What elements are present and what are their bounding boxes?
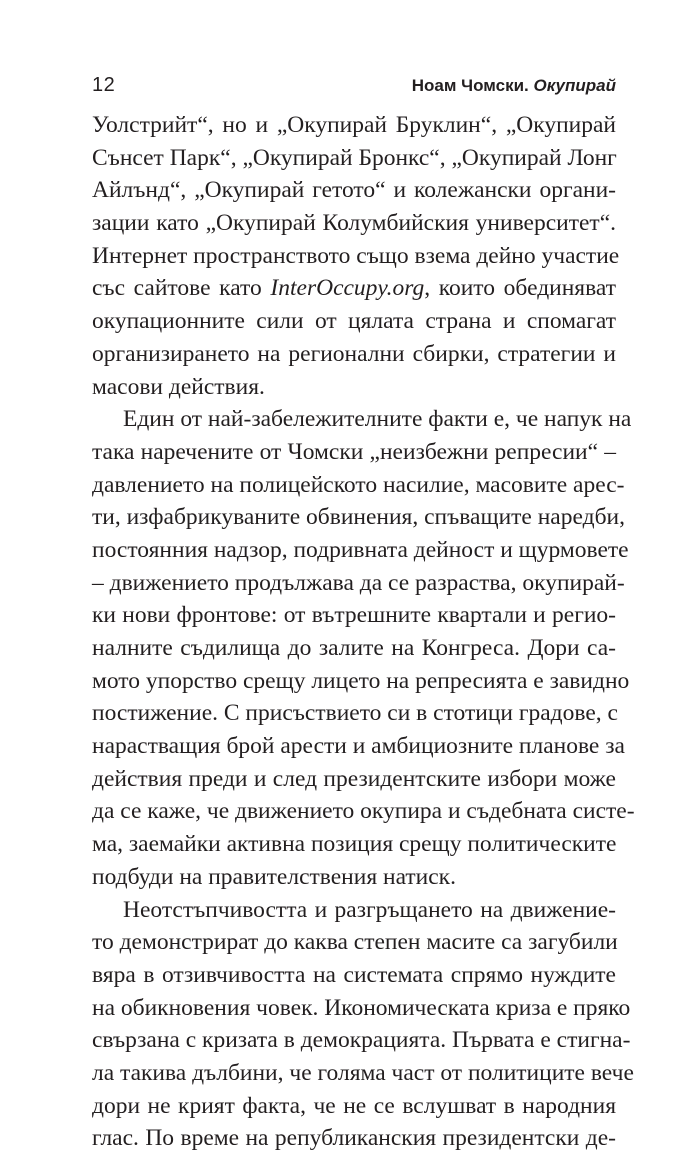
- text-line: налните съдилища до залите на Конгреса. Дори са-: [92, 635, 616, 661]
- text-line: със сайтове като InterOccupy.org, които обединяват: [92, 275, 616, 302]
- website-name: InterOccupy.org: [270, 275, 425, 302]
- text-line: мото упорство срещу лицето на репресията е завидно: [92, 667, 630, 694]
- text-line: окупационните сили от цялата страна и спомагат: [92, 308, 616, 335]
- text-line: Уолстрийт“, но и „Окупирай Бруклин“, „Окупирай: [92, 112, 616, 138]
- text-line: нарастващия брой арести и амбициозните планове за: [92, 733, 625, 760]
- text-line: Айлънд“, „Окупирай гетото“ и колежански органи-: [92, 177, 616, 204]
- body-text: [92, 109, 635, 1155]
- text-line: вяра в отзивчивостта на системата спрямо нуждите: [92, 961, 616, 988]
- text-line: постоянния надзор, подривната дейност и щурмовете: [92, 536, 629, 563]
- text-line: давлението на полицейското насилие, масовите арес-: [92, 471, 625, 498]
- text-line: да се каже, че движението окупира и съдебната систе-: [92, 798, 635, 825]
- running-head-author: Ноам Чомски.: [411, 76, 529, 95]
- running-head: [412, 76, 616, 96]
- text-line: постижение. С присъствието си в стотици градове, с: [92, 700, 618, 727]
- page-number: 12: [92, 74, 116, 96]
- text-line: действия преди и след президентските избори може: [92, 765, 616, 792]
- text-line: подбуди на правителствения натиск.: [92, 863, 456, 890]
- text-line: глас. По време на републиканския президентски де-: [92, 1125, 616, 1152]
- text-line: Сънсет Парк“, „Окупирай Бронкс“, „Окупирай Лонг: [92, 144, 617, 171]
- text-line: Един от най-забележителните факти е, че напук на: [123, 406, 632, 433]
- text-line: ти, изфабрикуваните обвинения, спъващите наредби,: [92, 504, 625, 531]
- text-line: ла такива дълбини, че голяма част от политиците вече: [92, 1059, 634, 1086]
- text-line: на обикновения човек. Икономическата криза е пряко: [92, 994, 631, 1021]
- text-line: то демонстрират до каква степен масите са загубили: [92, 929, 618, 956]
- text-line: зации като „Окупирай Колумбийския университет“.: [92, 210, 616, 237]
- text-line: масови действия.: [92, 373, 265, 400]
- text-line: дори не крият факта, че не се вслушват в народния: [92, 1092, 616, 1119]
- text-line: свързана с кризата в демокрацията. Първата е стигна-: [92, 1027, 631, 1054]
- text-line: организирането на регионални сбирки, стратегии и: [92, 340, 616, 367]
- text-line: ки нови фронтове: от вътрешните квартали и регио-: [92, 602, 616, 629]
- page-header: [92, 74, 616, 98]
- text-line: – движението продължава да се разраства, окупирай-: [92, 569, 625, 596]
- running-head-book-title: Окупирай: [533, 76, 616, 95]
- text-line: ма, заемайки активна позиция срещу политическите: [92, 831, 617, 858]
- text-line: така наречените от Чомски „неизбежни репресии“ –: [92, 438, 616, 465]
- text-line: Интернет пространството също взема дейно участие: [92, 242, 620, 269]
- text-line: Неотстъпчивостта и разгръщането на движение-: [123, 896, 616, 923]
